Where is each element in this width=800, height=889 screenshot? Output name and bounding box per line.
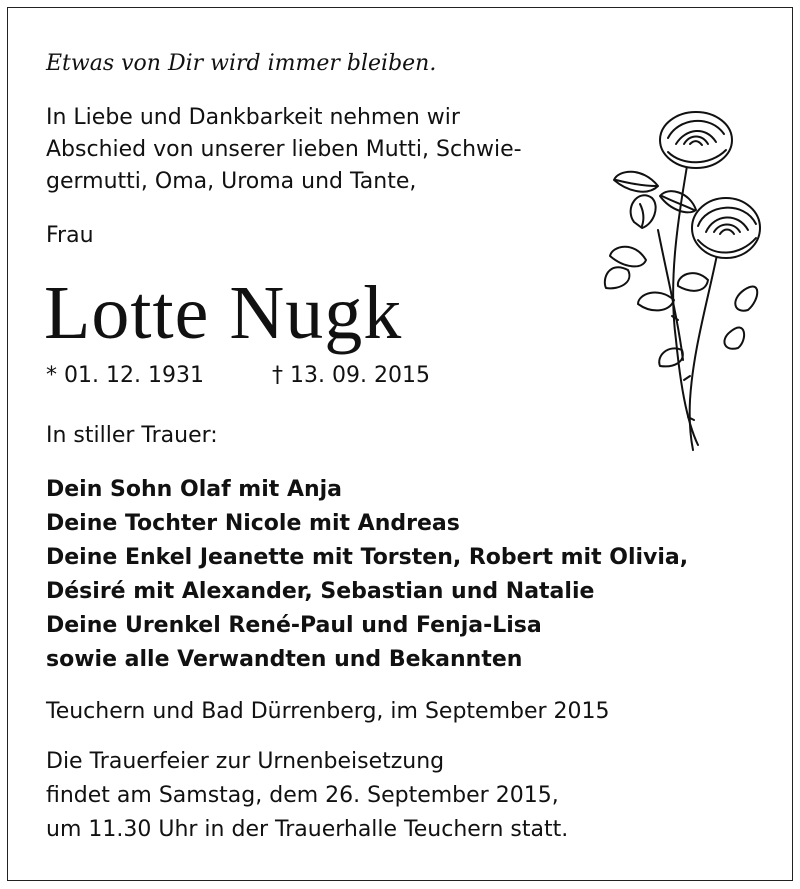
mourner-line: Dein Sohn Olaf mit Anja <box>46 477 343 502</box>
intro-line-2: Abschied von unserer lieben Mutti, Schwie- <box>46 137 522 162</box>
place-date: Teuchern und Bad Dürrenberg, im September 2015 <box>46 699 610 724</box>
mourner-line: sowie alle Verwandten und Bekannten <box>46 647 523 672</box>
mourner-line: Désiré mit Alexander, Sebastian und Natalie <box>46 579 595 604</box>
death-date: † 13. 09. 2015 <box>272 363 430 388</box>
ceremony-line-1: Die Trauerfeier zur Urnenbeisetzung <box>46 749 445 774</box>
mourner-line: Deine Tochter Nicole mit Andreas <box>46 511 460 536</box>
intro-line-3: germutti, Oma, Uroma und Tante, <box>46 169 417 194</box>
deceased-name: Lotte Nugk <box>44 271 403 355</box>
mourning-intro: In stiller Trauer: <box>46 423 218 448</box>
birth-date: * 01. 12. 1931 <box>46 363 204 388</box>
salutation: Frau <box>46 223 94 248</box>
ceremony-line-2: findet am Samstag, dem 26. September 2015, <box>46 783 559 808</box>
motto: Etwas von Dir wird immer bleiben. <box>46 51 437 76</box>
ceremony-line-3: um 11.30 Uhr in der Trauerhalle Teuchern statt. <box>46 817 569 842</box>
intro-line-1: In Liebe und Dankbarkeit nehmen wir <box>46 105 460 130</box>
mourner-line: Deine Enkel Jeanette mit Torsten, Robert mit Olivia, <box>46 545 689 570</box>
mourner-line: Deine Urenkel René-Paul und Fenja-Lisa <box>46 613 542 638</box>
roses-illustration <box>598 100 768 460</box>
